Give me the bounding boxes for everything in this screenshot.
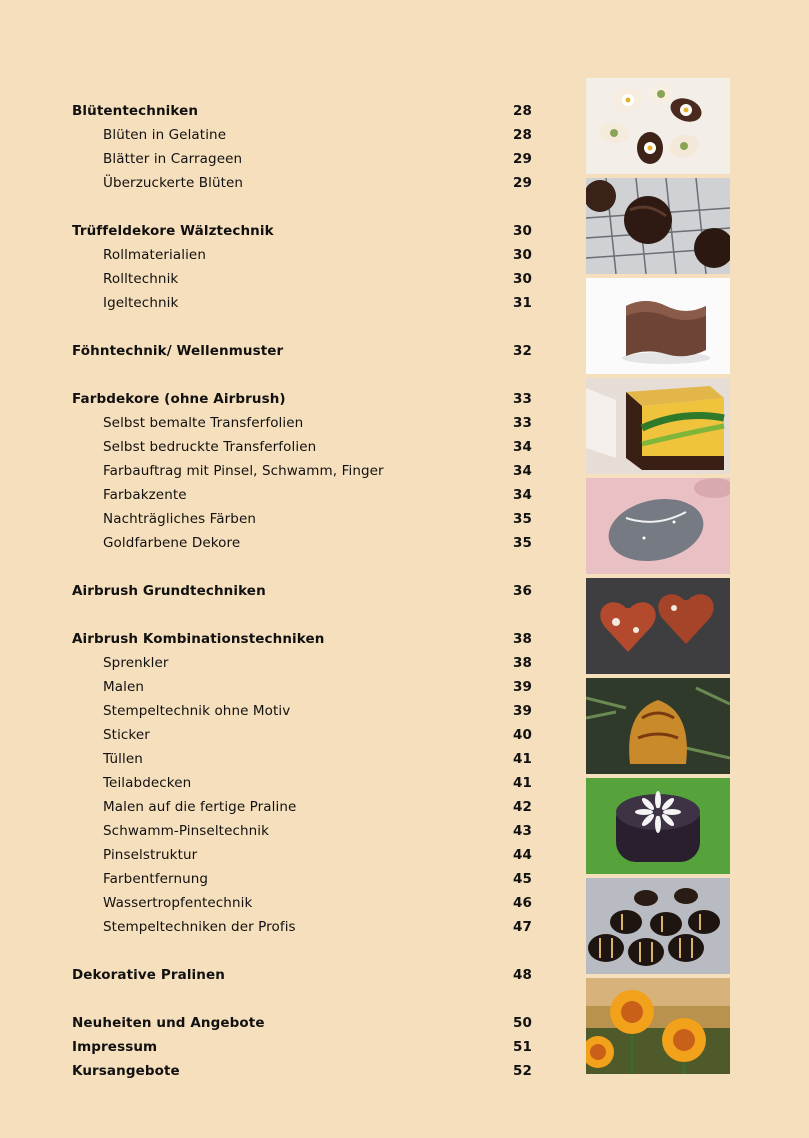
toc-entry-title: Schwamm-Pinseltechnik — [103, 823, 270, 839]
toc-entry-title: Stempeltechnik ohne Motiv — [103, 703, 291, 719]
toc-entry-page-number: 29 — [513, 151, 532, 167]
toc-entry-title: Farbauftrag mit Pinsel, Schwamm, Finger — [103, 463, 384, 479]
toc-subsection-entry[interactable] — [0, 915, 560, 939]
toc-entry-page-number: 33 — [513, 391, 532, 407]
toc-section-entry[interactable] — [0, 627, 560, 651]
truffles-on-rack-photo — [586, 178, 730, 274]
toc-entry-title: Tüllen — [103, 751, 143, 767]
photo-strip — [586, 78, 730, 1078]
toc-subsection-entry[interactable] — [0, 267, 560, 291]
toc-spacer — [0, 315, 560, 339]
toc-entry-title: Rolltechnik — [103, 271, 179, 287]
toc-spacer — [0, 555, 560, 579]
toc-entry-page-number: 28 — [513, 127, 532, 143]
toc-entry-page-number: 41 — [513, 751, 532, 767]
toc-entry-title: Malen auf die fertige Praline — [103, 799, 297, 815]
toc-entry-page-number: 34 — [513, 439, 532, 455]
toc-subsection-entry[interactable] — [0, 867, 560, 891]
toc-subsection-entry[interactable] — [0, 891, 560, 915]
toc-section-entry[interactable] — [0, 99, 560, 123]
toc-spacer — [0, 939, 560, 963]
toc-section-entry[interactable] — [0, 1059, 560, 1083]
toc-section-entry[interactable] — [0, 1011, 560, 1035]
toc-entry-page-number: 31 — [513, 295, 532, 311]
toc-entry-title: Igeltechnik — [103, 295, 179, 311]
toc-entry-page-number: 29 — [513, 175, 532, 191]
toc-entry-title: Malen — [103, 679, 145, 695]
toc-section-entry[interactable] — [0, 219, 560, 243]
toc-entry-page-number: 35 — [513, 535, 532, 551]
toc-entry-title: Blütentechniken — [72, 103, 199, 119]
toc-entry-title: Überzuckerte Blüten — [103, 175, 244, 191]
toc-subsection-entry[interactable] — [0, 483, 560, 507]
toc-entry-page-number: 48 — [513, 967, 532, 983]
transfer-foil-praline-photo — [586, 378, 730, 474]
toc-entry-page-number: 52 — [513, 1063, 532, 1079]
airbrush-hearts-photo — [586, 578, 730, 674]
flower-stencil-praline-photo — [586, 778, 730, 874]
toc-entry-title: Neuheiten und Angebote — [72, 1015, 265, 1031]
toc-entry-title: Farbdekore (ohne Airbrush) — [72, 391, 286, 407]
toc-entry-title: Sprenkler — [103, 655, 169, 671]
wave-praline-photo — [586, 278, 730, 374]
toc-spacer — [0, 195, 560, 219]
toc-subsection-entry[interactable] — [0, 531, 560, 555]
toc-entry-title: Sticker — [103, 727, 150, 743]
toc-subsection-entry[interactable] — [0, 795, 560, 819]
toc-subsection-entry[interactable] — [0, 171, 560, 195]
table-of-contents — [0, 99, 560, 1083]
toc-entry-page-number: 43 — [513, 823, 532, 839]
toc-entry-page-number: 47 — [513, 919, 532, 935]
toc-entry-page-number: 44 — [513, 847, 532, 863]
toc-subsection-entry[interactable] — [0, 123, 560, 147]
toc-entry-page-number: 33 — [513, 415, 532, 431]
toc-entry-page-number: 36 — [513, 583, 532, 599]
toc-entry-title: Trüffeldekore Wälztechnik — [72, 223, 274, 239]
toc-entry-title: Selbst bedruckte Transferfolien — [103, 439, 317, 455]
toc-entry-page-number: 35 — [513, 511, 532, 527]
toc-spacer — [0, 363, 560, 387]
toc-subsection-entry[interactable] — [0, 723, 560, 747]
toc-section-entry[interactable] — [0, 387, 560, 411]
toc-entry-title: Selbst bemalte Transferfolien — [103, 415, 304, 431]
toc-subsection-entry[interactable] — [0, 243, 560, 267]
toc-entry-title: Airbrush Grundtechniken — [72, 583, 266, 599]
toc-subsection-entry[interactable] — [0, 291, 560, 315]
toc-subsection-entry[interactable] — [0, 819, 560, 843]
toc-entry-title: Farbakzente — [103, 487, 187, 503]
grey-painted-praline-photo — [586, 478, 730, 574]
sunflower-pralines-photo — [586, 978, 730, 1074]
toc-entry-page-number: 39 — [513, 703, 532, 719]
toc-entry-page-number: 46 — [513, 895, 532, 911]
toc-subsection-entry[interactable] — [0, 699, 560, 723]
toc-subsection-entry[interactable] — [0, 651, 560, 675]
toc-section-entry[interactable] — [0, 579, 560, 603]
toc-section-entry[interactable] — [0, 963, 560, 987]
toc-entry-page-number: 38 — [513, 631, 532, 647]
toc-entry-title: Stempeltechniken der Profis — [103, 919, 296, 935]
toc-entry-title: Nachträgliches Färben — [103, 511, 257, 527]
toc-subsection-entry[interactable] — [0, 507, 560, 531]
toc-entry-title: Blüten in Gelatine — [103, 127, 227, 143]
toc-entry-page-number: 30 — [513, 223, 532, 239]
toc-subsection-entry[interactable] — [0, 843, 560, 867]
toc-section-entry[interactable] — [0, 1035, 560, 1059]
toc-entry-page-number: 50 — [513, 1015, 532, 1031]
toc-entry-title: Dekorative Pralinen — [72, 967, 225, 983]
toc-subsection-entry[interactable] — [0, 675, 560, 699]
toc-entry-page-number: 42 — [513, 799, 532, 815]
toc-subsection-entry[interactable] — [0, 747, 560, 771]
toc-entry-title: Pinselstruktur — [103, 847, 198, 863]
toc-subsection-entry[interactable] — [0, 771, 560, 795]
toc-entry-title: Wassertropfentechnik — [103, 895, 253, 911]
daisy-pralines-photo — [586, 78, 730, 174]
toc-entry-page-number: 34 — [513, 487, 532, 503]
toc-subsection-entry[interactable] — [0, 459, 560, 483]
toc-entry-page-number: 51 — [513, 1039, 532, 1055]
toc-entry-page-number: 38 — [513, 655, 532, 671]
toc-entry-page-number: 45 — [513, 871, 532, 887]
toc-entry-title: Farbentfernung — [103, 871, 209, 887]
toc-entry-page-number: 40 — [513, 727, 532, 743]
toc-entry-title: Goldfarbene Dekore — [103, 535, 241, 551]
toc-entry-title: Föhntechnik/ Wellenmuster — [72, 343, 284, 359]
toc-entry-page-number: 41 — [513, 775, 532, 791]
toc-entry-page-number: 34 — [513, 463, 532, 479]
toc-section-entry[interactable] — [0, 339, 560, 363]
toc-subsection-entry[interactable] — [0, 411, 560, 435]
striped-pralines-photo — [586, 878, 730, 974]
toc-entry-title: Rollmaterialien — [103, 247, 206, 263]
toc-subsection-entry[interactable] — [0, 435, 560, 459]
toc-entry-page-number: 39 — [513, 679, 532, 695]
toc-subsection-entry[interactable] — [0, 147, 560, 171]
toc-entry-title: Teilabdecken — [103, 775, 192, 791]
toc-spacer — [0, 603, 560, 627]
toc-entry-title: Blätter in Carrageen — [103, 151, 243, 167]
toc-entry-page-number: 30 — [513, 271, 532, 287]
toc-entry-page-number: 28 — [513, 103, 532, 119]
toc-entry-title: Impressum — [72, 1039, 158, 1055]
gold-praline-photo — [586, 678, 730, 774]
toc-spacer — [0, 987, 560, 1011]
toc-entry-page-number: 30 — [513, 247, 532, 263]
toc-entry-page-number: 32 — [513, 343, 532, 359]
toc-entry-title: Kursangebote — [72, 1063, 180, 1079]
toc-entry-title: Airbrush Kombinationstechniken — [72, 631, 325, 647]
